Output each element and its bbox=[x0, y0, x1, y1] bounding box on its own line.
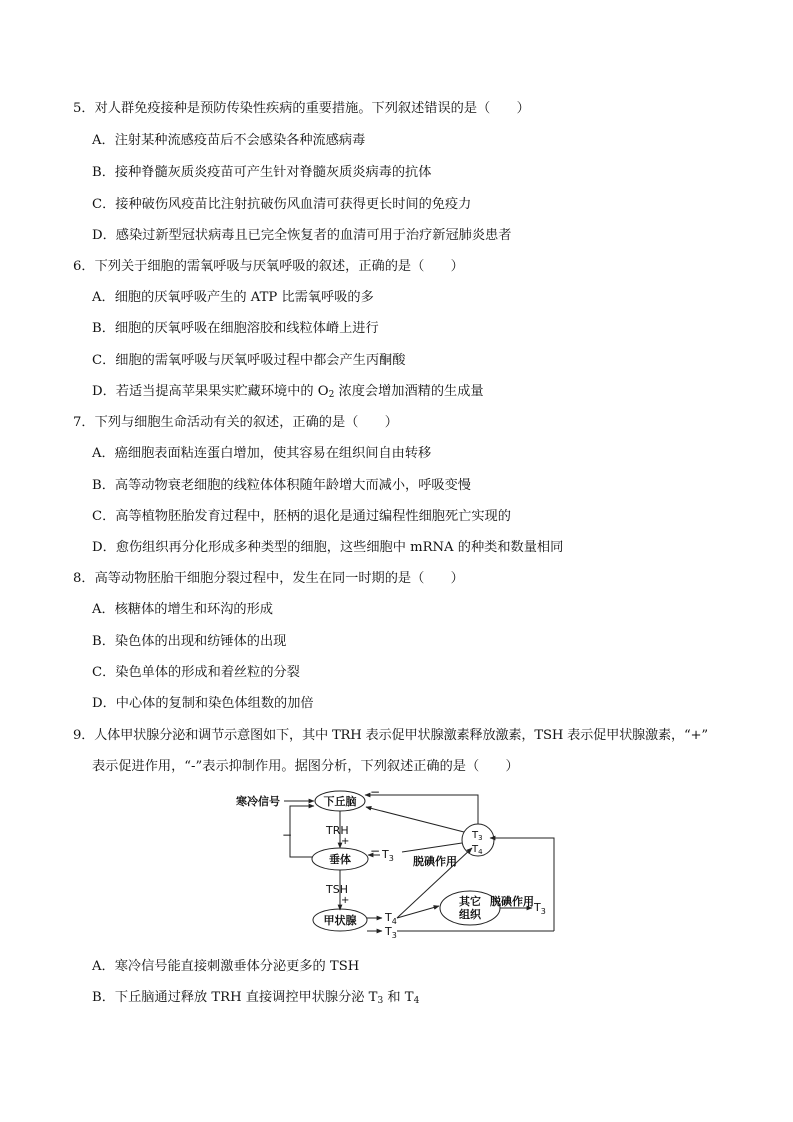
label-thyroid-t4: $T_4$ bbox=[385, 911, 397, 926]
label-other-t3: $T_3$ bbox=[534, 901, 546, 916]
label-minus-pituitary: − bbox=[370, 844, 381, 858]
question-7-stem: 7．下列与细胞生命活动有关的叙述，正确的是（ ） bbox=[73, 415, 398, 430]
label-circle-t4: $T_4$ bbox=[472, 844, 483, 856]
label-hypothalamus: 下丘脑 bbox=[323, 795, 357, 808]
question-8-option-d: D．中心体的复制和染色体组数的加倍 bbox=[92, 696, 314, 711]
label-deiodination-1: 脱碘作用 bbox=[413, 855, 457, 868]
question-5-option-b: B．接种脊髓灰质炎疫苗可产生针对脊髓灰质炎病毒的抗体 bbox=[92, 165, 432, 180]
question-9-stem-continued: 表示促进作用，“-”表示抑制作用。据图分析，下列叙述正确的是（ ） bbox=[92, 759, 519, 774]
label-cold-signal: 寒冷信号 bbox=[236, 795, 280, 808]
question-9-option-b: B．下丘脑通过释放 TRH 直接调控甲状腺分泌 $T_3$ 和 $T_4$ bbox=[92, 990, 420, 1006]
label-tsh-plus: + bbox=[341, 895, 350, 906]
question-6-option-c: C．细胞的需氧呼吸与厌氧呼吸过程中都会产生丙酮酸 bbox=[92, 353, 406, 368]
label-circle-t3: $T_3$ bbox=[472, 830, 483, 842]
question-8-stem: 8．高等动物胚胎干细胞分裂过程中，发生在同一时期的是（ ） bbox=[73, 571, 464, 586]
question-6-option-a: A．细胞的厌氧呼吸产生的 ATP 比需氧呼吸的多 bbox=[92, 290, 374, 305]
label-t3-pituitary: $T_3$ bbox=[382, 848, 394, 863]
label-other-tissue-2: 组织 bbox=[459, 908, 481, 921]
arrow-circle-to-hypothalamus bbox=[366, 807, 464, 832]
question-5-option-c: C．接种破伤风疫苗比注射抗破伤风血清可获得更长时间的免疫力 bbox=[92, 197, 472, 212]
label-thyroid: 甲状腺 bbox=[323, 914, 357, 927]
label-thyroid-t3: $T_3$ bbox=[385, 925, 397, 940]
label-deiodination-2: 脱碘作用 bbox=[490, 895, 534, 908]
question-5-option-d: D．感染过新型冠状病毒且已完全恢复者的血清可用于治疗新冠肺炎患者 bbox=[92, 228, 512, 243]
question-7-option-c: C．高等植物胚胎发育过程中，胚柄的退化是通过编程性细胞死亡实现的 bbox=[92, 509, 511, 524]
label-minus-top: − bbox=[370, 786, 381, 799]
question-8-option-c: C．染色单体的形成和着丝粒的分裂 bbox=[92, 665, 300, 680]
thyroid-regulation-diagram bbox=[232, 786, 568, 944]
label-other-tissue-1: 其它 bbox=[459, 895, 481, 908]
arrow-right-loop-to-circle bbox=[490, 838, 554, 931]
question-5-stem: 5．对人群免疫接种是预防传染性疾病的重要措施。下列叙述错误的是（ ） bbox=[73, 101, 530, 116]
line-circle-to-t3-pituitary bbox=[402, 843, 462, 852]
question-6-option-b: B．细胞的厌氧呼吸在细胞溶胶和线粒体嵴上进行 bbox=[92, 321, 379, 336]
label-trh: TRH bbox=[326, 824, 349, 837]
question-7-option-b: B．高等动物衰老细胞的线粒体体积随年龄增大而减小，呼吸变慢 bbox=[92, 478, 471, 493]
question-7-option-d: D．愈伤组织再分化形成多种类型的细胞，这些细胞中 mRNA 的种类和数量相同 bbox=[92, 540, 564, 555]
question-8-option-b: B．染色体的出现和纺锤体的出现 bbox=[92, 634, 287, 649]
label-trh-plus: + bbox=[341, 836, 350, 847]
question-9-stem: 9．人体甲状腺分泌和调节示意图如下，其中 TRH 表示促甲状腺激素释放激素，TSH 表示促甲状腺激素，“+” bbox=[73, 728, 708, 743]
question-6-stem: 6．下列关于细胞的需氧呼吸与厌氧呼吸的叙述，正确的是（ ） bbox=[73, 259, 464, 274]
arrow-feedback-to-hypothalamus bbox=[365, 795, 478, 824]
question-6-option-d: D．若适当提高苹果果实贮藏环境中的 $O_2$ 浓度会增加酒精的生成量 bbox=[92, 384, 484, 400]
question-7-option-a: A．癌细胞表面粘连蛋白增加，使其容易在组织间自由转移 bbox=[92, 446, 432, 461]
question-8-option-a: A．核糖体的增生和环沟的形成 bbox=[92, 602, 273, 617]
arrow-inhibit-loop-left bbox=[290, 806, 314, 857]
label-minus-left: − bbox=[282, 828, 293, 842]
label-tsh: TSH bbox=[326, 883, 348, 896]
label-pituitary: 垂体 bbox=[329, 853, 351, 866]
question-5-option-a: A．注射某种流感疫苗后不会感染各种流感病毒 bbox=[92, 133, 366, 148]
question-9-option-a: A．寒冷信号能直接刺激垂体分泌更多的 TSH bbox=[92, 959, 360, 974]
